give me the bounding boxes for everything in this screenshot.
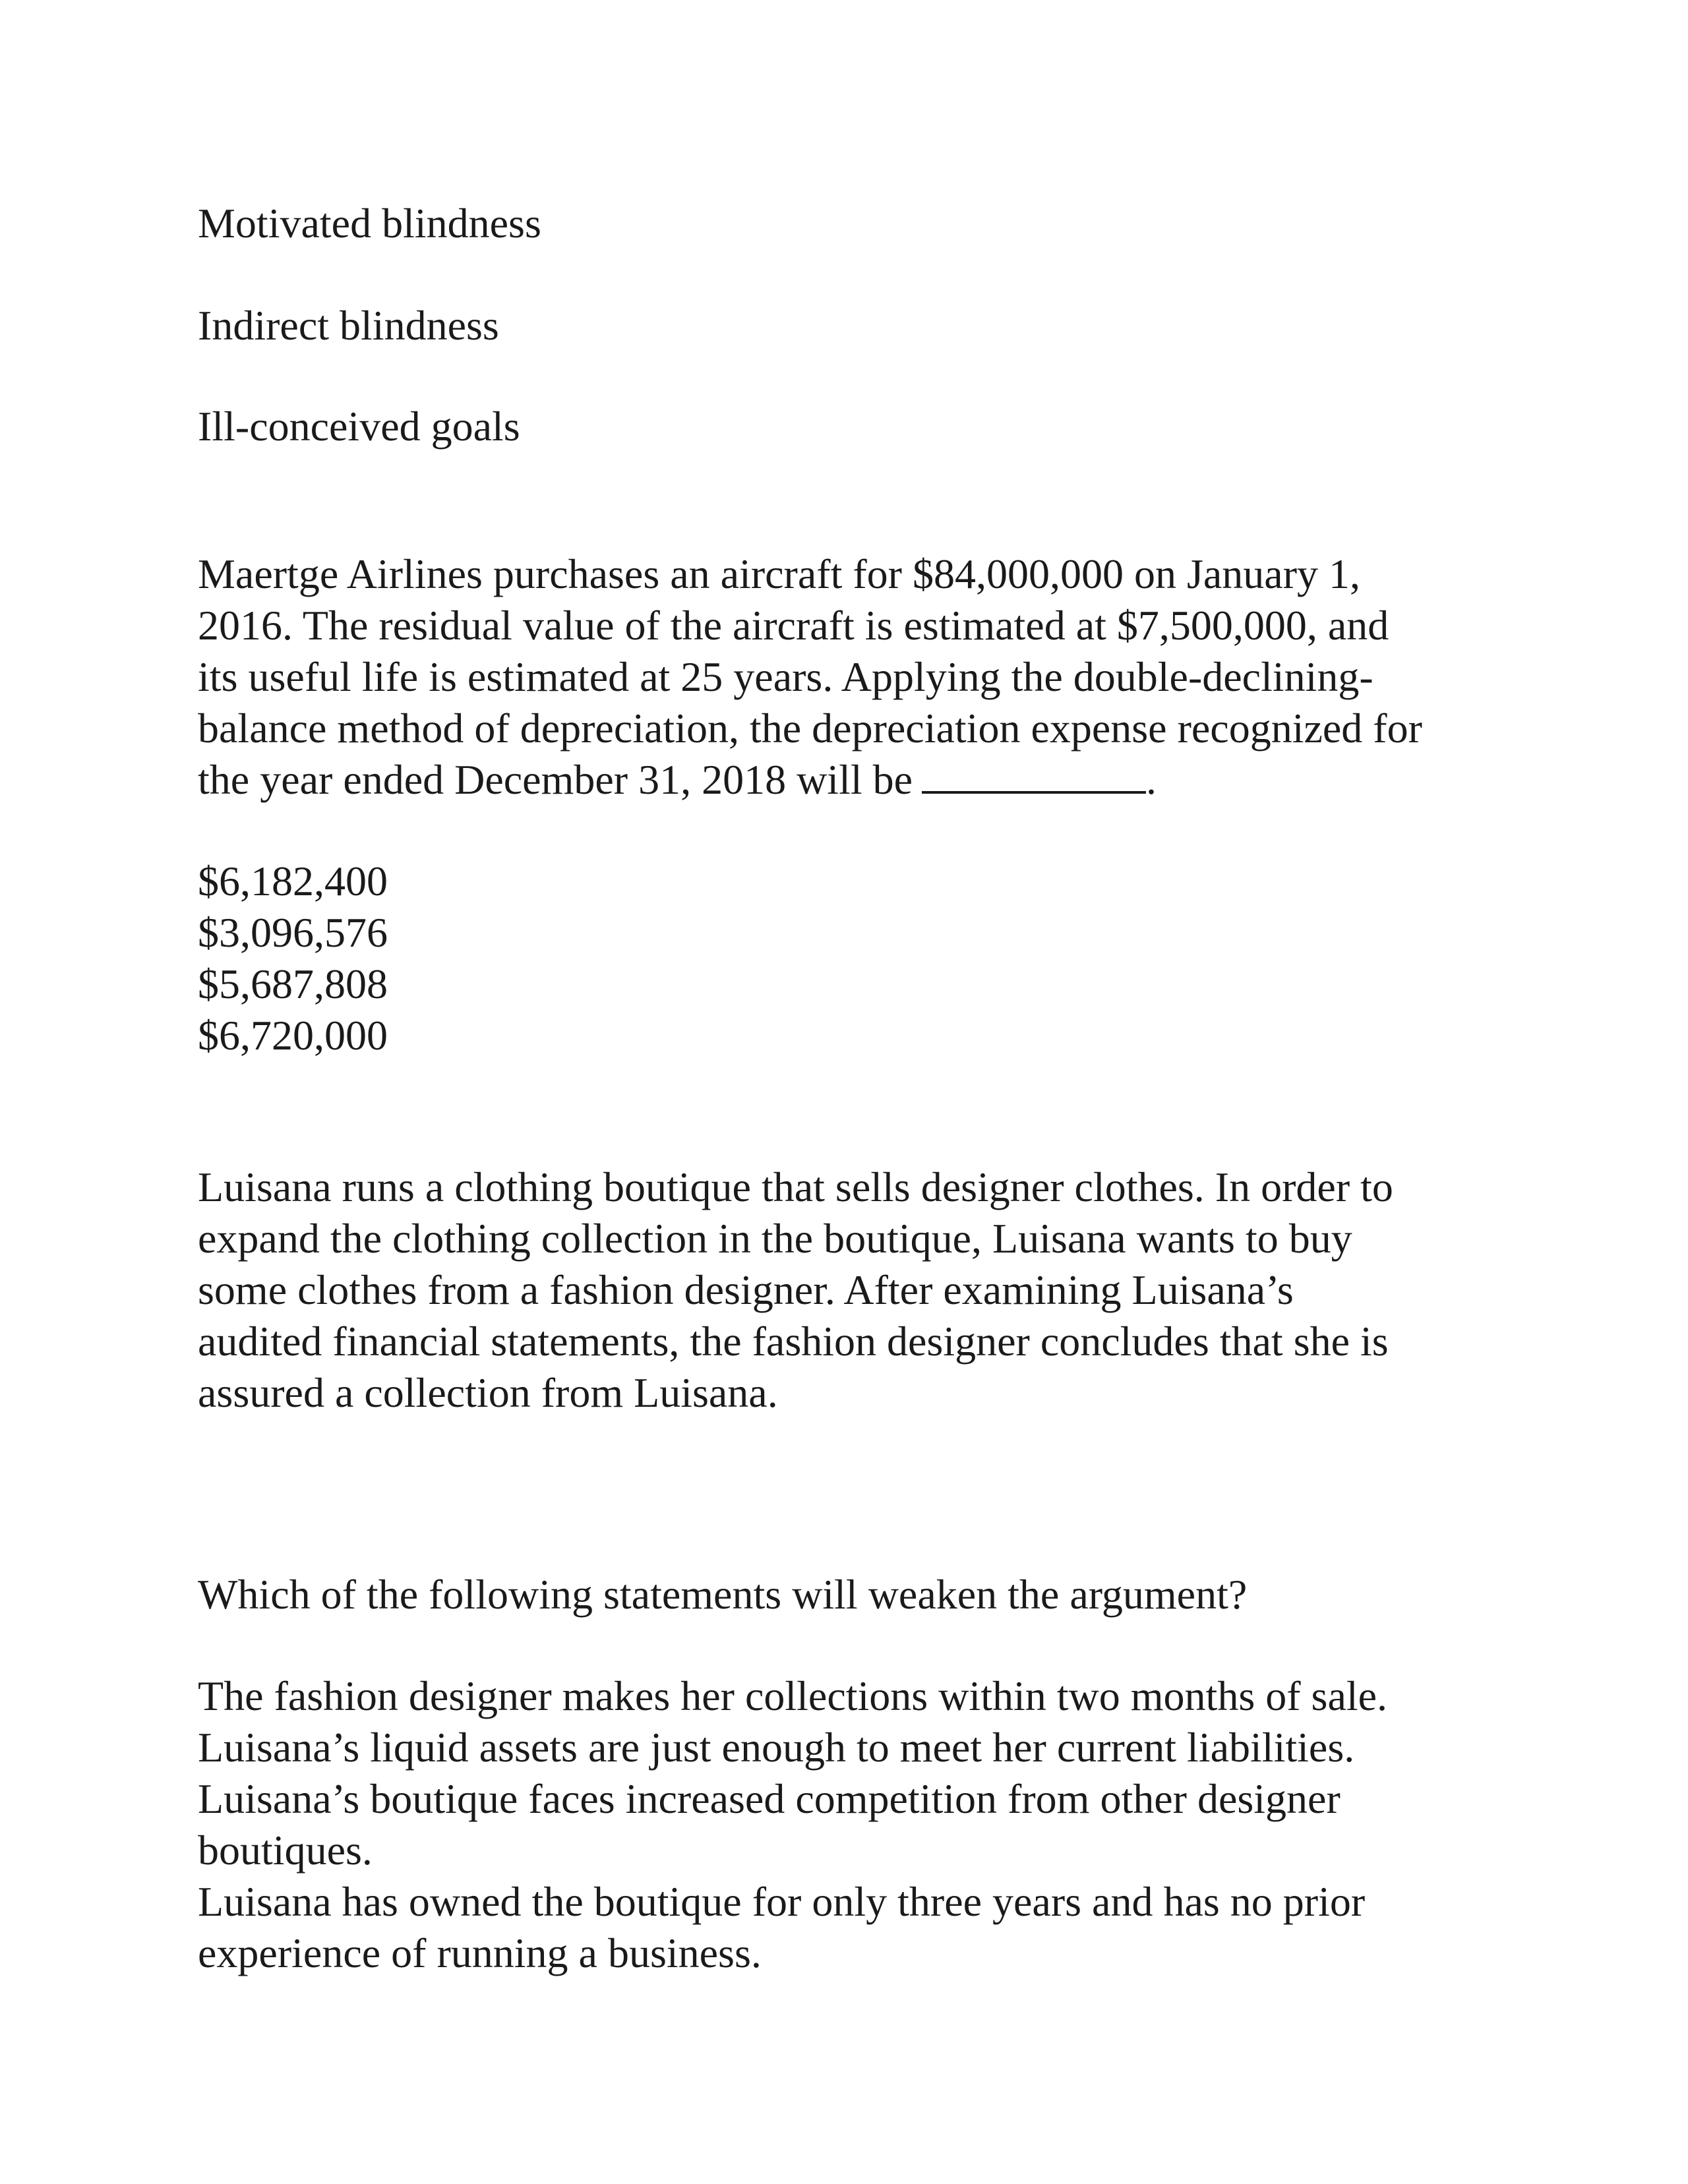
question2-prompt: Which of the following statements will weaken the argument?: [198, 1571, 1248, 1618]
question1-line: 2016. The residual value of the aircraft is estimated at $7,500,000, and: [198, 602, 1389, 649]
question2-answer-line: The fashion designer makes her collections within two months of sale.: [198, 1672, 1388, 1719]
question1-period: .: [1146, 756, 1157, 803]
option-indirect-blindness: Indirect blindness: [198, 302, 499, 349]
passage-line: expand the clothing collection in the boutique, Luisana wants to buy: [198, 1215, 1352, 1262]
option-motivated-blindness: Motivated blindness: [198, 200, 541, 247]
question1-line: balance method of depreciation, the depreciation expense recognized for: [198, 705, 1422, 752]
passage-line: audited financial statements, the fashion designer concludes that she is: [198, 1318, 1389, 1365]
question2-answer-line: Luisana has owned the boutique for only three years and has no prior: [198, 1878, 1366, 1925]
question2-answer-line: Luisana’s liquid assets are just enough to meet her current liabilities.: [198, 1724, 1355, 1771]
question2-answer-line: boutiques.: [198, 1827, 373, 1874]
question1-answer: $3,096,576: [198, 909, 388, 956]
passage-line: Luisana runs a clothing boutique that sells designer clothes. In order to: [198, 1164, 1393, 1210]
answer-blank: [922, 754, 1146, 794]
question1-line: Maertge Airlines purchases an aircraft for $84,000,000 on January 1,: [198, 550, 1360, 597]
question1-line: its useful life is estimated at 25 years. Applying the double-declining-: [198, 653, 1373, 700]
question2-answer-line: experience of running a business.: [198, 1930, 762, 1976]
question1-line: the year ended December 31, 2018 will be: [198, 756, 913, 803]
question1-last-line: [198, 754, 1157, 806]
question2-answer-line: Luisana’s boutique faces increased competition from other designer: [198, 1775, 1341, 1822]
option-ill-conceived-goals: Ill-conceived goals: [198, 403, 520, 450]
question1-answer: $6,182,400: [198, 858, 388, 904]
passage-line: some clothes from a fashion designer. After examining Luisana’s: [198, 1266, 1294, 1313]
passage-line: assured a collection from Luisana.: [198, 1369, 778, 1416]
question1-answer: $5,687,808: [198, 960, 388, 1007]
question1-answer: $6,720,000: [198, 1012, 388, 1059]
